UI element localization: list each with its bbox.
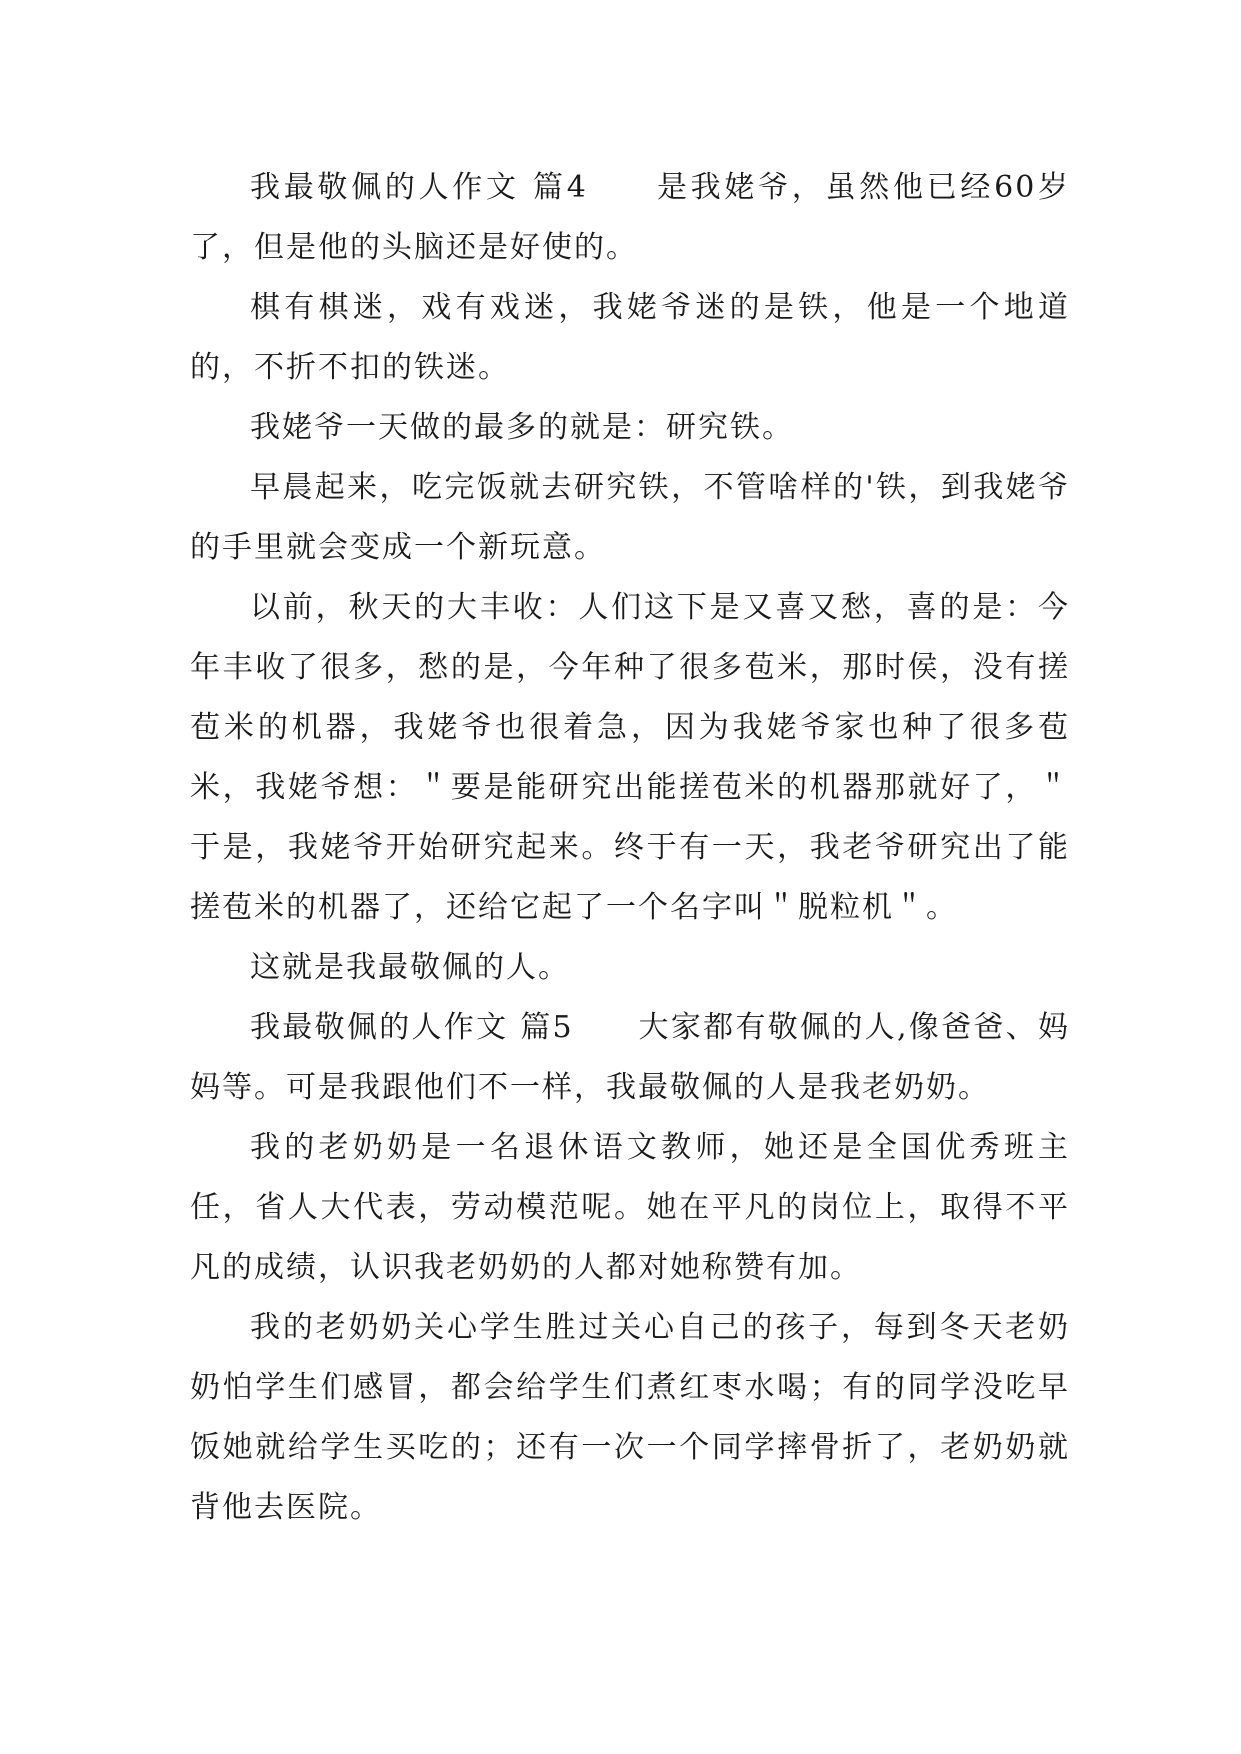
paragraph: 以前，秋天的大丰收：人们这下是又喜又愁，喜的是：今年丰收了很多，愁的是，今年种了很多苞米，那时侯，没有搓苞米的机器，我姥爷也很着急，因为我姥爷家也种了很多苞米，我姥爷想：＂要是能研究出能搓苞米的机器那就好了，＂于是，我姥爷开始研究起来。终于有一天，我老爷研究出了能搓苞米的机器了，还给它起了一个名字叫＂脱粒机＂。 xyxy=(190,590,1070,925)
paragraph: 我的老奶奶是一名退休语文教师，她还是全国优秀班主任，省人大代表，劳动模范呢。她在平凡的岗位上，取得不平凡的成绩，认识我老奶奶的人都对她称赞有加。 xyxy=(190,1130,1070,1285)
document-body xyxy=(190,158,1070,1538)
paragraph: 棋有棋迷，戏有戏迷，我姥爷迷的是铁，他是一个地道的，不折不扣的铁迷。 xyxy=(190,290,1070,385)
paragraph: 我最敬佩的人作文 篇5 大家都有敬佩的人,像爸爸、妈妈等。可是我跟他们不一样，我最敬佩的人是我老奶奶。 xyxy=(190,1010,1070,1105)
paragraph: 我最敬佩的人作文 篇4 是我姥爷，虽然他已经60岁了，但是他的头脑还是好使的。 xyxy=(190,170,1070,265)
paragraph: 早晨起来，吃完饭就去研究铁，不管啥样的'铁，到我姥爷的手里就会变成一个新玩意。 xyxy=(190,470,1070,565)
paragraph: 我的老奶奶关心学生胜过关心自己的孩子，每到冬天老奶奶怕学生们感冒，都会给学生们煮红枣水喝；有的同学没吃早饭她就给学生买吃的；还有一次一个同学摔骨折了，老奶奶就背他去医院。 xyxy=(190,1310,1070,1525)
paragraph: 这就是我最敬佩的人。 xyxy=(250,950,570,985)
paragraph: 我姥爷一天做的最多的就是：研究铁。 xyxy=(250,410,794,445)
